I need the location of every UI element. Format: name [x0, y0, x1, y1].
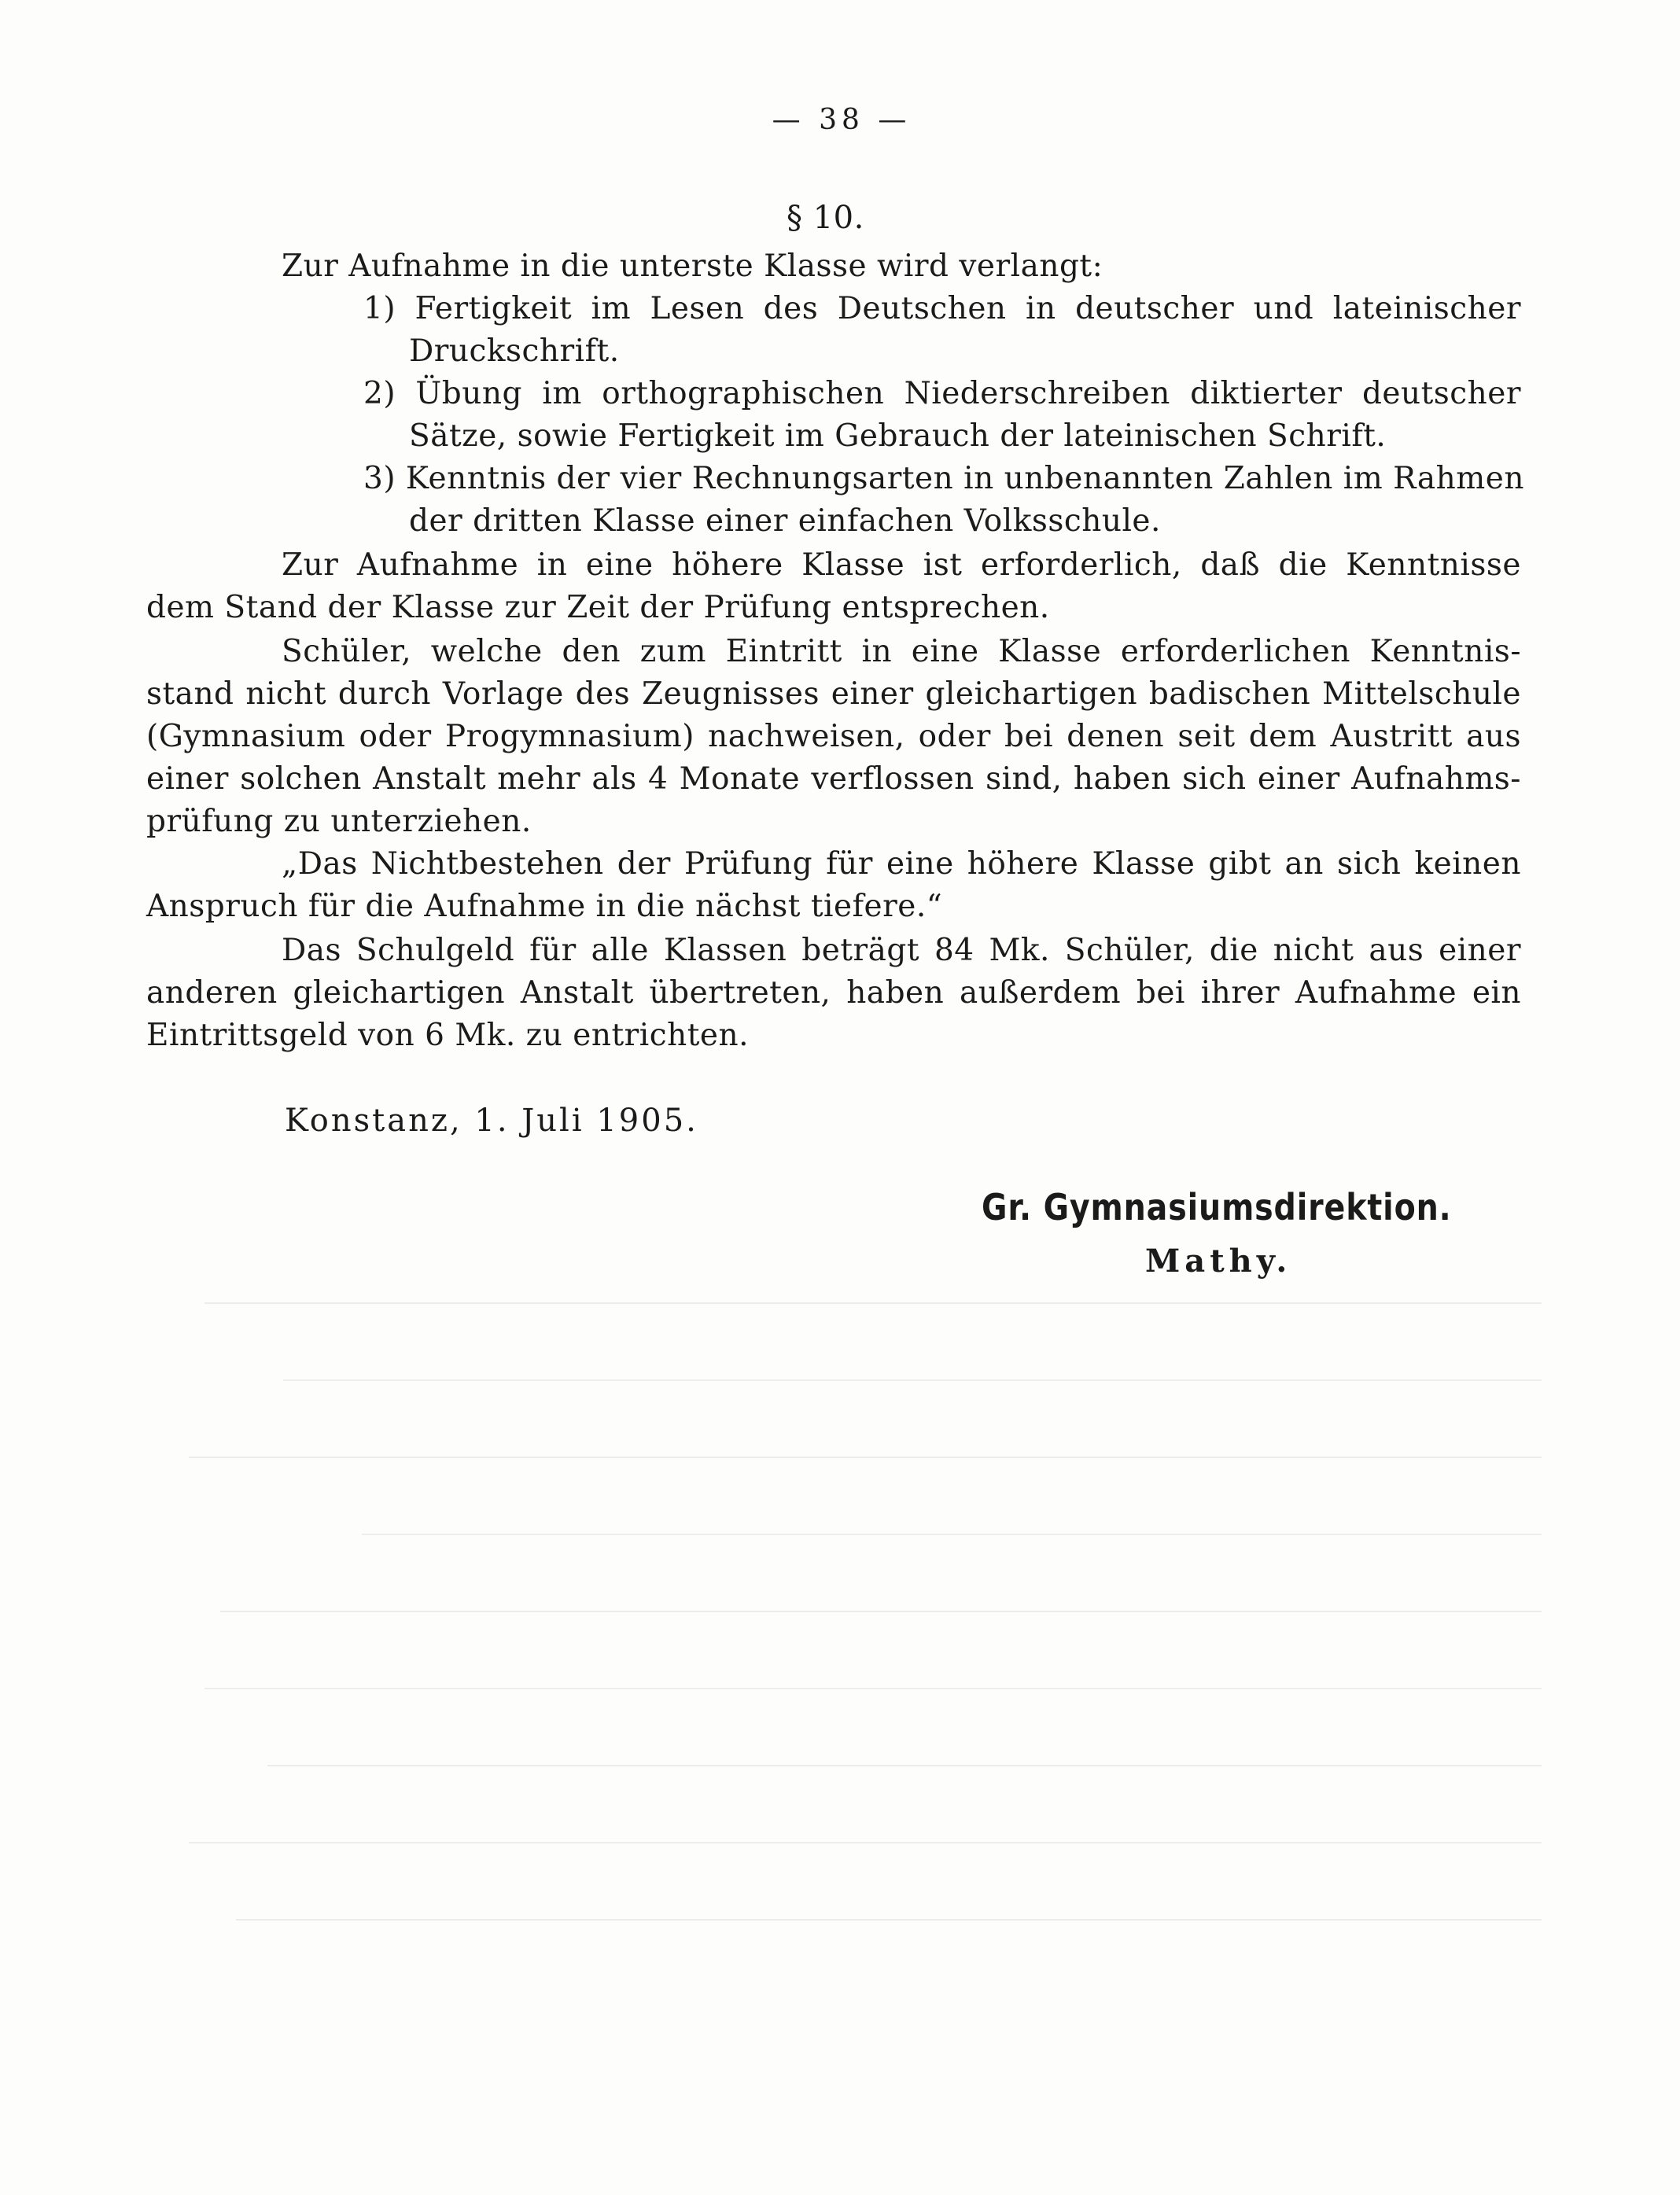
- list-item-1-line-2: Druckschrift.: [409, 333, 620, 369]
- bleed-through-texture: [142, 1258, 1542, 2092]
- paragraph-4-line-2: Anspruch für die Aufnahme in die nächst tiefere.“: [146, 889, 943, 924]
- place-date: Konstanz, 1. Juli 1905.: [285, 1103, 698, 1139]
- list-item-1-line-1: 1) Fertigkeit im Lesen des Deutschen in deutscher und lateinischer: [363, 291, 1521, 326]
- paragraph-3-line-1: Schüler, welche den zum Eintritt in eine Klasse erforderlichen Kenntnis-: [282, 634, 1521, 669]
- paragraph-3-line-5: prüfung zu unterziehen.: [146, 804, 532, 839]
- paragraph-5-line-2: anderen gleichartigen Anstalt übertreten, haben außerdem bei ihrer Aufnahme ein: [146, 975, 1521, 1011]
- section-heading: § 10.: [787, 200, 864, 236]
- paragraph-5-line-3: Eintrittsgeld von 6 Mk. zu entrichten.: [146, 1018, 749, 1053]
- issuing-authority: Gr. Gymnasiumsdirektion.: [982, 1186, 1452, 1228]
- list-item-2-line-2: Sätze, sowie Fertigkeit im Gebrauch der lateinischen Schrift.: [409, 418, 1387, 454]
- paragraph-4-line-1: „Das Nichtbestehen der Prüfung für eine höhere Klasse gibt an sich keinen: [282, 846, 1521, 882]
- paragraph-3-line-4: einer solchen Anstalt mehr als 4 Monate verflossen sind, haben sich einer Aufnahms-: [146, 761, 1521, 797]
- paragraph-3-line-2: stand nicht durch Vorlage des Zeugnisses einer gleichartigen badischen Mittelschule: [146, 676, 1521, 712]
- paragraph-3-line-3: (Gymnasium oder Progymnasium) nachweisen, oder bei denen seit dem Austritt aus: [146, 719, 1521, 754]
- list-item-3-line-2: der dritten Klasse einer einfachen Volksschule.: [409, 503, 1161, 539]
- list-item-2-line-1: 2) Übung im orthographischen Niederschreiben diktierter deutscher: [363, 376, 1521, 411]
- paragraph-intro: Zur Aufnahme in die unterste Klasse wird verlangt:: [282, 249, 1103, 284]
- paragraph-2-line-1: Zur Aufnahme in eine höhere Klasse ist erforderlich, daß die Kenntnisse: [282, 547, 1521, 583]
- paragraph-5-line-1: Das Schulgeld für alle Klassen beträgt 84 Mk. Schüler, die nicht aus einer: [282, 933, 1521, 968]
- page-number: — 38 —: [772, 104, 912, 136]
- signer-name: Mathy.: [1145, 1243, 1292, 1280]
- paragraph-2-line-2: dem Stand der Klasse zur Zeit der Prüfung entsprechen.: [146, 590, 1050, 625]
- list-item-3-line-1: 3) Kenntnis der vier Rechnungsarten in unbenannten Zahlen im Rahmen: [363, 461, 1524, 496]
